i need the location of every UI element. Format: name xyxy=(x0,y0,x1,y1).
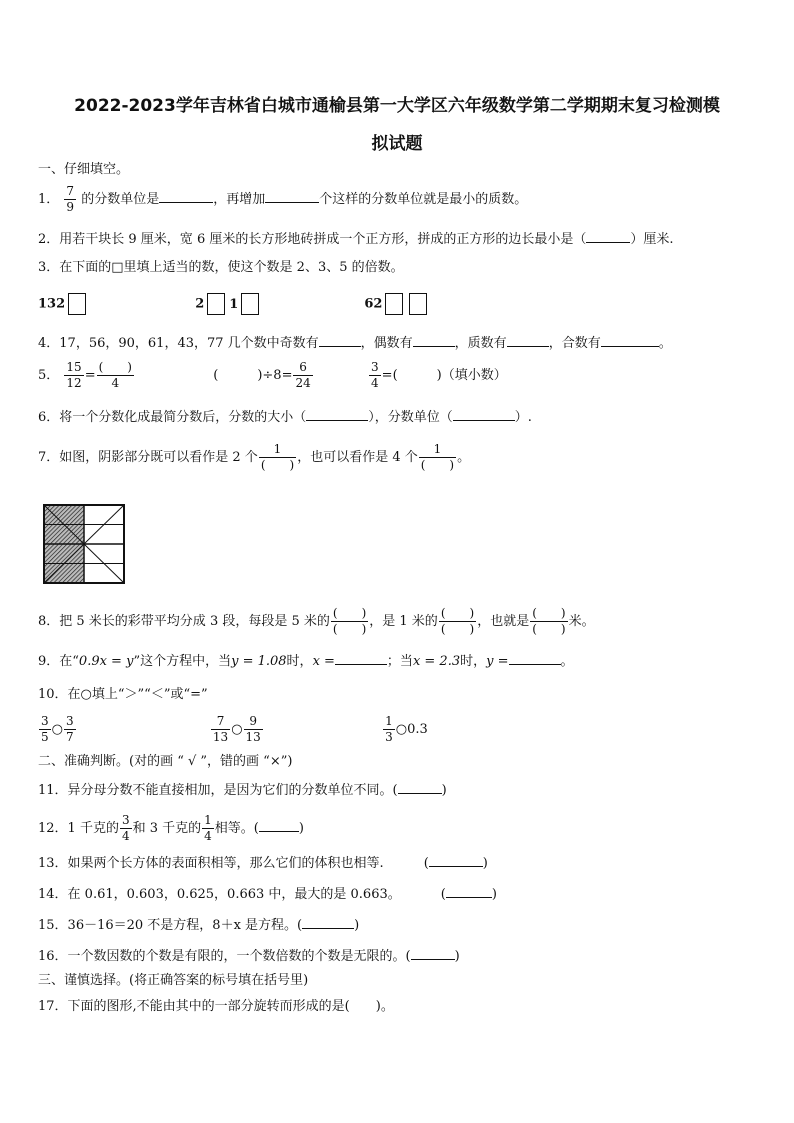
q12-text-3: 相等。( xyxy=(214,821,259,836)
q4-blank-4[interactable] xyxy=(601,332,659,347)
q10-c-den-1: 3 xyxy=(385,730,393,744)
q10-b-num-1: 7 xyxy=(216,714,225,728)
q8-frac-1[interactable] xyxy=(331,606,368,637)
section-1-heading: 一、仔细填空。 xyxy=(38,162,130,177)
question-9 xyxy=(38,650,574,671)
question-2 xyxy=(38,228,673,249)
q4-text-1: 4．17，56，90，61，43，77 几个数中奇数有 xyxy=(38,336,319,351)
q3-item-c: 62 xyxy=(364,296,383,312)
q1-text-3: 个这样的分数单位就是最小的质数。 xyxy=(319,192,528,207)
q2-text: 2．用若干块长 9 厘米，宽 6 厘米的长方形地砖拼成一个正方形，拼成的正方形的边长最小是（ xyxy=(38,232,587,247)
q12-text-2: 和 3 千克的 xyxy=(132,821,202,836)
q5-frac-1-num: 15 xyxy=(66,360,82,374)
q4-blank-3[interactable] xyxy=(507,332,549,347)
q10-b-circle[interactable]: ○ xyxy=(231,722,243,737)
q5-frac-4-num: 3 xyxy=(371,360,379,374)
q8-frac-1-num: ( ) xyxy=(332,606,367,620)
q14-open: ( xyxy=(440,887,446,902)
q1-text-2: ，再增加 xyxy=(213,192,266,207)
q12-blank[interactable] xyxy=(259,817,299,832)
q1-blank-1[interactable] xyxy=(159,188,213,203)
q7-frac-2-den: ( ) xyxy=(420,458,455,472)
question-5 xyxy=(38,360,507,391)
q9-text-4: ；当 xyxy=(386,654,413,669)
q3-item-b2: 1 xyxy=(229,296,239,312)
q7-text-1: 7．如图，阴影部分既可以看作是 2 个 xyxy=(38,450,258,465)
page-title: 2022-2023学年吉林省白城市通榆县第一大学区六年级数学第二学期期末复习检测模 xyxy=(74,96,720,116)
question-14 xyxy=(38,883,497,904)
q10-c-value: 0.3 xyxy=(407,722,428,737)
q8-text-4: 米。 xyxy=(568,614,595,629)
q1-blank-2[interactable] xyxy=(265,188,319,203)
q11-end: ) xyxy=(441,783,447,798)
q1-fraction xyxy=(64,184,76,215)
q8-text-2: ，是 1 米的 xyxy=(369,614,438,629)
q5-frac-2-num: ( ) xyxy=(98,360,132,374)
q2-blank[interactable] xyxy=(586,228,630,243)
q5-number: 5． xyxy=(38,368,60,383)
q13-end: ) xyxy=(482,856,488,871)
q3-box-a[interactable] xyxy=(68,293,86,315)
q14-end: ) xyxy=(491,887,497,902)
q9-blank-1[interactable] xyxy=(335,650,387,665)
q13-blank[interactable] xyxy=(429,852,483,867)
q4-text-3: ，质数有 xyxy=(454,336,507,351)
q9-var-x: x = xyxy=(312,654,335,669)
q10-b-den-1: 13 xyxy=(212,730,229,744)
q10-a-circle[interactable]: ○ xyxy=(51,722,63,737)
q10-a-frac-1 xyxy=(39,714,51,745)
section-2-heading: 二、准确判断。(对的画 “ √ ”，错的画 “×”) xyxy=(38,754,293,769)
q12-frac-1-den: 4 xyxy=(121,829,130,843)
q12-frac-2-num: 1 xyxy=(204,813,212,827)
q10-b-num-2: 9 xyxy=(249,714,257,728)
q9-condition-2: x = 2.3 xyxy=(412,654,461,669)
q7-frac-2-num: 1 xyxy=(433,442,442,456)
q9-text-6: 。 xyxy=(560,654,574,669)
q10-c-frac-1 xyxy=(383,714,395,745)
q4-blank-1[interactable] xyxy=(319,332,361,347)
q7-frac-2[interactable] xyxy=(419,442,456,473)
q10-a-num-1: 3 xyxy=(41,714,49,728)
q6-blank-2[interactable] xyxy=(453,406,515,421)
section-3-heading: 三、谨慎选择。(将正确答案的标号填在括号里) xyxy=(38,973,309,988)
question-10: 10．在○填上“＞”“＜”或“=” xyxy=(38,687,208,702)
q11-blank[interactable] xyxy=(398,779,442,794)
q4-text-4: ，合数有 xyxy=(548,336,601,351)
q5-frac-2[interactable] xyxy=(97,360,134,391)
q2-text-end: ）厘米. xyxy=(630,232,674,247)
q3-box-b2[interactable] xyxy=(241,293,259,315)
q1-frac-num: 7 xyxy=(66,184,75,198)
q5-frac-2-den: 4 xyxy=(97,375,134,391)
q1-text-1: 的分数单位是 xyxy=(81,192,160,207)
q7-frac-1-num: 1 xyxy=(273,442,282,456)
q7-frac-1-den: ( ) xyxy=(260,458,295,472)
q10-b-frac-2 xyxy=(244,714,263,745)
q10-c-circle[interactable]: ○ xyxy=(395,722,408,737)
q12-end: ) xyxy=(298,821,304,836)
question-16 xyxy=(38,945,460,966)
q9-var-y: y = xyxy=(486,654,509,669)
q5-frac-1 xyxy=(64,360,83,391)
page-title-cont: 拟试题 xyxy=(371,134,423,154)
q13-text: 13．如果两个长方体的表面积相等，那么它们的体积也相等. xyxy=(38,856,384,871)
q4-text-5: 。 xyxy=(658,336,672,351)
q3-box-c2[interactable] xyxy=(409,293,427,315)
question-13 xyxy=(38,852,488,873)
q9-text-5: 时， xyxy=(460,654,487,669)
q10-b-frac-1 xyxy=(211,714,230,745)
q7-frac-1[interactable] xyxy=(259,442,296,473)
q11-text: 11．异分母分数不能直接相加，是因为它们的分数单位不同。( xyxy=(38,783,398,798)
question-15 xyxy=(38,914,359,935)
question-12 xyxy=(38,813,304,844)
q12-frac-1 xyxy=(120,813,132,844)
q5-frac-3-num: 6 xyxy=(299,360,307,374)
q3-item-a: 132 xyxy=(38,296,66,312)
question-17: 17．下面的图形,不能由其中的一部分旋转而形成的是( )。 xyxy=(38,999,394,1014)
question-7 xyxy=(38,442,470,473)
question-10-items xyxy=(38,714,428,745)
q5-frac-1-den: 12 xyxy=(66,376,82,390)
q14-blank[interactable] xyxy=(446,883,492,898)
q9-condition-1: y = 1.08 xyxy=(231,654,287,669)
q16-blank[interactable] xyxy=(411,945,455,960)
q5-frac-3-den: 24 xyxy=(295,376,311,390)
q15-blank[interactable] xyxy=(302,914,354,929)
q12-text-1: 12．1 千克的 xyxy=(38,821,119,836)
q5-equals: = xyxy=(84,368,96,383)
q4-blank-2[interactable] xyxy=(413,332,455,347)
q8-frac-1-den: ( ) xyxy=(332,622,367,636)
q10-b-den-2: 13 xyxy=(245,730,261,744)
q9-blank-2[interactable] xyxy=(509,650,561,665)
question-6 xyxy=(38,406,532,427)
q1-number: 1． xyxy=(38,192,60,207)
q10-a-frac-2 xyxy=(64,714,76,745)
q9-text-2: ”这个方程中，当 xyxy=(133,654,232,669)
q12-frac-2-den: 4 xyxy=(204,829,212,843)
question-3-items xyxy=(38,293,427,315)
q4-text-2: ，偶数有 xyxy=(360,336,413,351)
q15-text: 15．36－16＝20 不是方程，8＋x 是方程。( xyxy=(38,918,303,933)
q3-box-c1[interactable] xyxy=(385,293,403,315)
q8-frac-3[interactable] xyxy=(530,606,567,637)
q10-a-den-1: 5 xyxy=(41,730,49,744)
q10-a-den-2: 7 xyxy=(65,730,74,744)
q15-end: ) xyxy=(354,918,360,933)
q13-open: ( xyxy=(423,856,429,871)
q14-text: 14．在 0.61，0.603，0.625，0.663 中，最大的是 0.663。 xyxy=(38,887,401,902)
q6-text-2: ），分数单位（ xyxy=(368,410,453,425)
q8-frac-2[interactable] xyxy=(439,606,476,637)
q5-part-2[interactable]: ( )÷8= xyxy=(213,368,293,383)
q8-text-3: ，也就是 xyxy=(477,614,530,629)
q9-equation: 0.9x = y xyxy=(78,654,134,669)
q16-end: ) xyxy=(454,949,460,964)
q6-text-3: ）. xyxy=(514,410,532,425)
q9-text-1: 9．在“ xyxy=(38,654,79,669)
q12-frac-1-num: 3 xyxy=(121,813,130,827)
q12-frac-2 xyxy=(202,813,214,844)
question-4 xyxy=(38,332,672,353)
q8-frac-3-den: ( ) xyxy=(532,622,566,636)
q10-a-num-2: 3 xyxy=(65,714,74,728)
q8-text-1: 8．把 5 米长的彩带平均分成 3 段，每段是 5 米的 xyxy=(38,614,330,629)
question-1 xyxy=(38,184,527,215)
q16-text: 16．一个数因数的个数是有限的，一个数倍数的个数是无限的。( xyxy=(38,949,411,964)
q8-frac-2-num: ( ) xyxy=(440,606,475,620)
question-11 xyxy=(38,779,447,800)
q5-frac-4-den: 4 xyxy=(371,376,379,390)
q7-text-2: ，也可以看作是 4 个 xyxy=(297,450,418,465)
q6-text-1: 6．将一个分数化成最简分数后，分数的大小（ xyxy=(38,410,307,425)
q9-text-3: 时， xyxy=(286,654,313,669)
q6-blank-1[interactable] xyxy=(306,406,368,421)
question-8 xyxy=(38,606,595,637)
q3-item-b1: 2 xyxy=(195,296,205,312)
q3-box-b1[interactable] xyxy=(207,293,225,315)
q7-shaded-square-figure xyxy=(43,504,125,584)
q5-part-3[interactable]: =( )（填小数） xyxy=(381,368,507,383)
q1-frac-den: 9 xyxy=(66,200,75,214)
q8-frac-2-den: ( ) xyxy=(440,622,475,636)
q7-text-3: 。 xyxy=(457,450,471,465)
q8-frac-3-num: ( ) xyxy=(532,606,566,620)
question-3: 3．在下面的□里填上适当的数，使这个数是 2、3、5 的倍数。 xyxy=(38,260,404,275)
q5-frac-3 xyxy=(293,360,312,391)
q5-frac-4 xyxy=(369,360,381,391)
q10-c-num-1: 1 xyxy=(385,714,393,728)
